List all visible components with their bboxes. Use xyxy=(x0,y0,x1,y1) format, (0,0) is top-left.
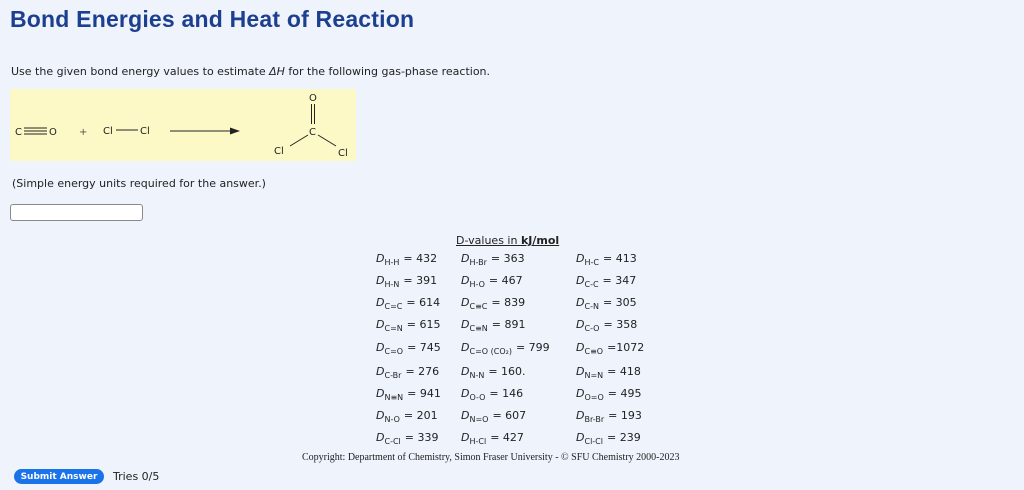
bond-energy-entry xyxy=(576,365,641,380)
bond-energy-entry xyxy=(576,252,637,267)
reaction-arrow-head xyxy=(230,128,240,135)
bond-value: = 614 xyxy=(406,296,441,309)
d-symbol: D xyxy=(461,431,470,444)
bond-energy-entry xyxy=(376,274,437,289)
c-cl-right-bond xyxy=(318,135,336,146)
bond-label: N≡N xyxy=(384,393,404,402)
bond-energy-entry xyxy=(576,431,641,446)
bond-energy-entry xyxy=(376,341,441,356)
bond-label: C-O xyxy=(584,324,600,333)
submit-answer-button[interactable]: Submit Answer xyxy=(14,469,104,484)
d-symbol: D xyxy=(461,365,470,378)
bond-energy-entry xyxy=(461,387,523,402)
bond-value: = 160. xyxy=(488,365,526,378)
bond-label: H-Cl xyxy=(469,437,487,446)
bond-label: H-C xyxy=(584,258,599,267)
answer-input[interactable] xyxy=(10,204,143,221)
bond-energy-entry xyxy=(376,387,441,402)
instruction-text xyxy=(11,65,490,78)
bond-value: = 607 xyxy=(492,409,527,422)
bond-label: C=C xyxy=(384,302,403,311)
bond-energy-entry xyxy=(376,296,440,311)
d-symbol: D xyxy=(461,274,470,287)
plus-sign: + xyxy=(79,127,88,138)
d-symbol: D xyxy=(376,341,385,354)
bond-value: = 745 xyxy=(407,341,441,354)
bond-energy-entry xyxy=(376,318,440,333)
d-symbol: D xyxy=(461,318,470,331)
bond-value: = 276 xyxy=(405,365,440,378)
bond-value: = 427 xyxy=(490,431,524,444)
bond-label: C-Br xyxy=(384,371,402,380)
bond-label: N-O xyxy=(384,415,400,424)
bond-label: H-N xyxy=(384,280,400,289)
d-symbol: D xyxy=(376,252,385,265)
bond-label: H-Br xyxy=(469,258,487,267)
bond-energy-entry xyxy=(576,318,637,333)
d-symbol: D xyxy=(376,318,385,331)
bond-value: = 358 xyxy=(603,318,638,331)
bond-value: = 305 xyxy=(602,296,637,309)
bond-label: Cl-Cl xyxy=(584,437,603,446)
bond-energy-entry xyxy=(376,409,438,424)
bond-energy-entry xyxy=(576,341,644,356)
bond-energy-entry xyxy=(461,365,526,380)
product-cl-right-label: Cl xyxy=(338,148,348,159)
instruction-before: Use the given bond energy values to estimate xyxy=(11,65,270,78)
bond-energy-entry xyxy=(376,365,439,380)
co-oxygen-label: O xyxy=(49,127,57,138)
bond-energy-entry xyxy=(461,296,525,311)
bond-label: H-H xyxy=(384,258,400,267)
bond-label: C-Cl xyxy=(384,437,401,446)
bond-label: N=N xyxy=(584,371,604,380)
d-symbol: D xyxy=(461,387,470,400)
bond-value: = 347 xyxy=(602,274,637,287)
product-cl-left-label: Cl xyxy=(274,146,284,157)
d-symbol: D xyxy=(576,431,585,444)
bond-value: = 146 xyxy=(489,387,524,400)
d-symbol: D xyxy=(376,409,385,422)
bond-value: = 891 xyxy=(491,318,526,331)
bond-energy-entry xyxy=(576,409,642,424)
d-symbol: D xyxy=(461,409,470,422)
bond-label: H-O xyxy=(469,280,485,289)
bond-energy-entry xyxy=(461,431,524,446)
d-symbol: D xyxy=(461,341,470,354)
bond-label: C-C xyxy=(584,280,599,289)
d-symbol: D xyxy=(576,409,585,422)
bond-value: = 495 xyxy=(607,387,642,400)
d-symbol: D xyxy=(376,365,385,378)
d-symbol: D xyxy=(576,318,585,331)
bond-energy-entry xyxy=(461,252,525,267)
bond-label: O-O xyxy=(469,393,486,402)
bond-value: = 799 xyxy=(515,341,550,354)
c-cl-left-bond xyxy=(290,135,308,146)
bond-label: C≡N xyxy=(469,324,488,333)
d-symbol: D xyxy=(376,274,385,287)
d-symbol: D xyxy=(576,296,585,309)
bond-value: = 418 xyxy=(607,365,641,378)
bond-label: C=O (CO₂) xyxy=(469,347,512,356)
bond-value: = 363 xyxy=(490,252,525,265)
dtable-header-prefix: D-values in xyxy=(456,234,521,247)
bond-energy-entry xyxy=(376,431,438,446)
d-symbol: D xyxy=(576,365,585,378)
bond-label: N=O xyxy=(469,415,489,424)
bond-label: C=O xyxy=(384,347,404,356)
bond-energy-entry xyxy=(461,341,550,356)
bond-energy-entry xyxy=(461,409,526,424)
bond-label: C-N xyxy=(584,302,599,311)
bond-value: = 467 xyxy=(488,274,523,287)
page-title: Bond Energies and Heat of Reaction xyxy=(10,6,415,32)
bond-energy-entry xyxy=(461,274,523,289)
tries-counter: Tries 0/5 xyxy=(113,470,160,483)
bond-energy-entry xyxy=(376,252,437,267)
bond-label: C=N xyxy=(384,324,403,333)
cl2-left-label: Cl xyxy=(103,126,113,137)
reaction-diagram xyxy=(10,89,356,161)
bond-value: = 339 xyxy=(404,431,439,444)
d-symbol: D xyxy=(376,431,385,444)
bond-value: =1072 xyxy=(607,341,645,354)
copyright-text: Copyright: Department of Chemistry, Simon Fraser University - © SFU Chemistry 2000-2023 xyxy=(302,452,680,463)
bond-value: = 193 xyxy=(608,409,642,422)
bond-value: = 239 xyxy=(607,431,641,444)
d-symbol: D xyxy=(461,296,470,309)
bond-energy-entry xyxy=(461,318,525,333)
d-symbol: D xyxy=(576,274,585,287)
delta-h-symbol: ΔH xyxy=(269,65,285,78)
bond-value: = 201 xyxy=(403,409,438,422)
units-note: (Simple energy units required for the answer.) xyxy=(12,177,266,190)
d-symbol: D xyxy=(576,387,585,400)
bond-energy-entry xyxy=(576,274,636,289)
bond-value: = 941 xyxy=(407,387,441,400)
product-carbon-label: C xyxy=(309,127,316,138)
co-carbon-label: C xyxy=(15,127,22,138)
d-symbol: D xyxy=(376,387,385,400)
bond-label: O=O xyxy=(584,393,604,402)
d-symbol: D xyxy=(376,296,385,309)
bond-label: C≡O xyxy=(584,347,604,356)
d-symbol: D xyxy=(461,252,470,265)
bond-label: Br-Br xyxy=(584,415,605,424)
bond-label: C≡C xyxy=(469,302,488,311)
bond-energy-entry xyxy=(576,296,637,311)
instruction-after: for the following gas-phase reaction. xyxy=(284,65,491,78)
bond-energy-entry xyxy=(576,387,642,402)
bond-value: = 615 xyxy=(406,318,441,331)
bond-value: = 432 xyxy=(403,252,438,265)
dtable-header-unit: kJ/mol xyxy=(520,234,560,247)
bond-value: = 839 xyxy=(491,296,526,309)
d-symbol: D xyxy=(576,341,585,354)
bond-value: = 413 xyxy=(602,252,637,265)
bond-value: = 391 xyxy=(403,274,438,287)
bond-label: N-N xyxy=(469,371,485,380)
d-symbol: D xyxy=(576,252,585,265)
dtable-header xyxy=(456,234,559,247)
cl2-right-label: Cl xyxy=(140,126,150,137)
product-oxygen-label: O xyxy=(309,93,317,104)
